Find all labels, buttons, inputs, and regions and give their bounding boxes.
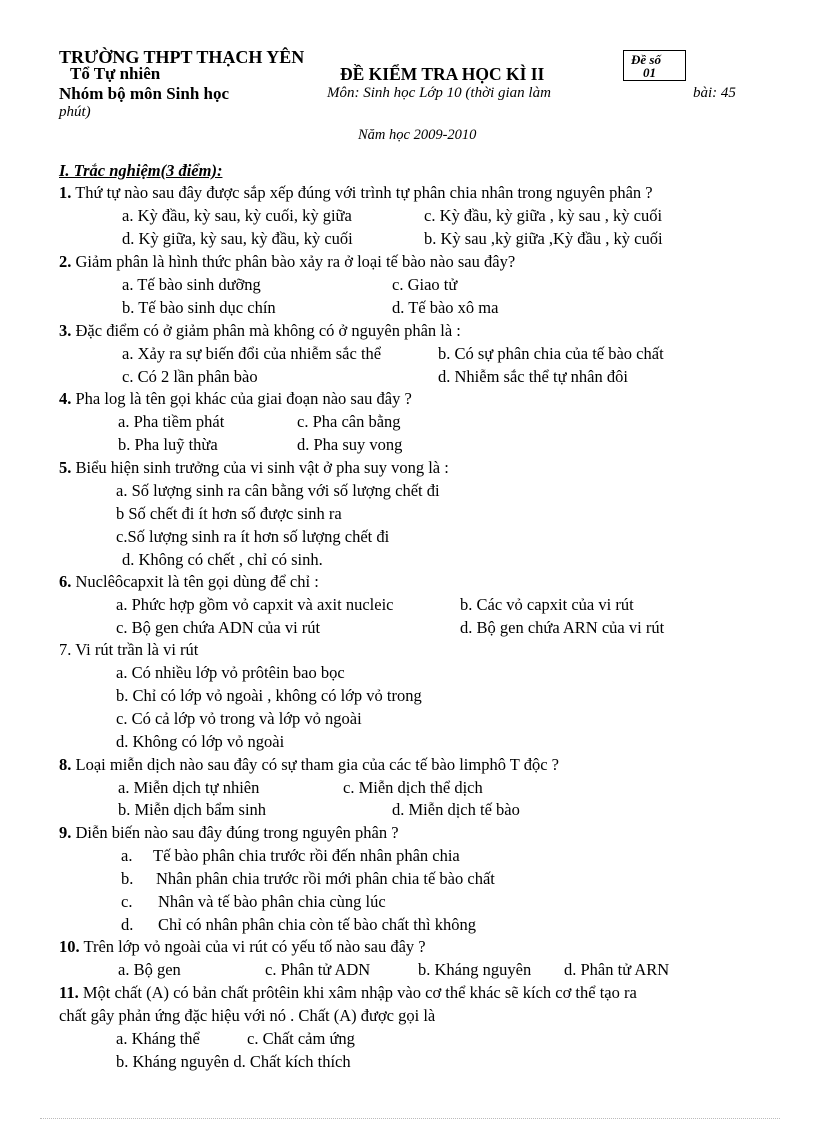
option: c. Có 2 lần phân bào xyxy=(122,367,258,386)
option: b. Kháng nguyên d. Chất kích thích xyxy=(116,1052,351,1071)
question-11-continued: chất gây phản ứng đặc hiệu với nó . Chất (A) được gọi là xyxy=(59,1006,436,1025)
exam-code-box xyxy=(623,50,686,81)
option: c. Giao tử xyxy=(392,275,458,294)
option: b. Kỳ sau ,kỳ giữa ,Kỳ đầu , kỳ cuối xyxy=(424,229,663,248)
option: d. Nhiễm sắc thể tự nhân đôi xyxy=(438,367,628,386)
option: d. Miễn dịch tế bào xyxy=(392,800,520,819)
option: Tế bào phân chia trước rồi đến nhân phân chia xyxy=(153,846,460,865)
option: d. Bộ gen chứa ARN của vi rút xyxy=(460,618,665,637)
option: b. Chỉ có lớp vỏ ngoài , không có lớp vỏ trong xyxy=(116,686,422,705)
option: a. Kỳ đầu, kỳ sau, kỳ cuối, kỳ giữa xyxy=(122,206,352,225)
exam-code-value: 01 xyxy=(643,65,656,80)
option: c. Pha cân bằng xyxy=(297,412,401,431)
option: b. Kháng nguyên xyxy=(418,960,532,979)
subject-line: Môn: Sinh học Lớp 10 (thời gian làm xyxy=(327,85,551,101)
option-letter: d. xyxy=(121,915,134,934)
subject-line-end: phút) xyxy=(59,104,91,120)
option: d. Không có lớp vỏ ngoài xyxy=(116,732,285,751)
option: a. Miễn dịch tự nhiên xyxy=(118,778,260,797)
option-letter: a. xyxy=(121,846,133,865)
option: d. Không có chết , chỉ có sinh. xyxy=(122,550,323,569)
option: Nhân phân chia trước rồi mới phân chia tế bào chất xyxy=(156,869,495,888)
option: b. Có sự phân chia của tế bào chất xyxy=(438,344,664,363)
school-year: Năm học 2009-2010 xyxy=(358,127,477,143)
option: c. Phân tử ADN xyxy=(265,960,371,979)
option: c. Chất cảm ứng xyxy=(247,1029,355,1048)
option: a. Có nhiều lớp vỏ prôtêin bao bọc xyxy=(116,663,345,682)
option: d. Pha suy vong xyxy=(297,435,403,454)
option: a. Số lượng sinh ra cân bằng với số lượng chết đi xyxy=(116,481,440,500)
question-8: 8. Loại miễn dịch nào sau đây có sự tham gia của các tế bào limphô T độc ? xyxy=(59,755,559,774)
option: c. Bộ gen chứa ADN của vi rút xyxy=(116,618,321,637)
exam-code-label: Đề số xyxy=(631,52,661,67)
option: b Số chết đi ít hơn số được sinh ra xyxy=(116,504,342,523)
subject-line-tail: bài: 45 xyxy=(693,85,736,101)
question-2: 2. Giảm phân là hình thức phân bào xảy ra ở loại tế bào nào sau đây? xyxy=(59,252,516,271)
question-9: 9. Diễn biến nào sau đây đúng trong nguyên phân ? xyxy=(59,823,399,842)
section-title: I. Trắc nghiệm(3 điểm): xyxy=(59,161,223,180)
option: c.Số lượng sinh ra ít hơn số lượng chết đi xyxy=(116,527,390,546)
option: c. Miễn dịch thể dịch xyxy=(343,778,483,797)
option: a. Kháng thể xyxy=(116,1029,200,1048)
option: b. Các vỏ capxit của vi rút xyxy=(460,595,634,614)
option: d. Tế bào xô ma xyxy=(392,298,499,317)
page-bottom-divider xyxy=(40,1118,780,1119)
option: c. Có cả lớp vỏ trong và lớp vỏ ngoài xyxy=(116,709,362,728)
question-11: 11. Một chất (A) có bản chất prôtêin khi xâm nhập vào cơ thể khác sẽ kích cơ thể tạo ra xyxy=(59,983,637,1002)
option: d. Kỳ giữa, kỳ sau, kỳ đầu, kỳ cuối xyxy=(122,229,353,248)
department-name: Tổ Tự nhiên xyxy=(70,64,161,83)
question-3: 3. Đặc điểm có ở giảm phân mà không có ở nguyên phân là : xyxy=(59,321,461,340)
subject-group: Nhóm bộ môn Sinh học xyxy=(59,84,230,103)
option: b. Miễn dịch bẩm sinh xyxy=(118,800,267,819)
question-7: 7. Vi rút trần là vi rút xyxy=(59,640,199,659)
option: a. Phức hợp gồm vỏ capxit và axit nucleic xyxy=(116,595,394,614)
question-10: 10. Trên lớp vỏ ngoài của vi rút có yếu tố nào sau đây ? xyxy=(59,937,426,956)
option: b. Pha luỹ thừa xyxy=(118,435,218,454)
school-name: TRƯỜNG THPT THẠCH YÊN xyxy=(59,47,305,67)
question-1: 1. Thứ tự nào sau đây được sắp xếp đúng với trình tự phân chia nhân trong nguyên phân ? xyxy=(59,183,653,202)
option: a. Xảy ra sự biến đổi của nhiễm sắc thể xyxy=(122,344,382,363)
option: Nhân và tế bào phân chia cùng lúc xyxy=(158,892,386,911)
option: a. Pha tiềm phát xyxy=(118,412,225,431)
option-letter: b. xyxy=(121,869,134,888)
option-letter: c. xyxy=(121,892,133,911)
question-6: 6. Nuclêôcapxit là tên gọi dùng để chỉ : xyxy=(59,572,319,591)
question-4: 4. Pha log là tên gọi khác của giai đoạn nào sau đây ? xyxy=(59,389,412,408)
option: b. Tế bào sinh dục chín xyxy=(122,298,276,317)
question-5: 5. Biểu hiện sinh trưởng của vi sinh vật ở pha suy vong là : xyxy=(59,458,449,477)
option: d. Phân tử ARN xyxy=(564,960,670,979)
exam-title: ĐỀ KIỂM TRA HỌC KÌ II xyxy=(340,64,545,84)
option: a. Tế bào sinh dưỡng xyxy=(122,275,261,294)
option: Chỉ có nhân phân chia còn tế bào chất thì không xyxy=(158,915,476,934)
option: c. Kỳ đầu, kỳ giữa , kỳ sau , kỳ cuối xyxy=(424,206,663,225)
option: a. Bộ gen xyxy=(118,960,181,979)
